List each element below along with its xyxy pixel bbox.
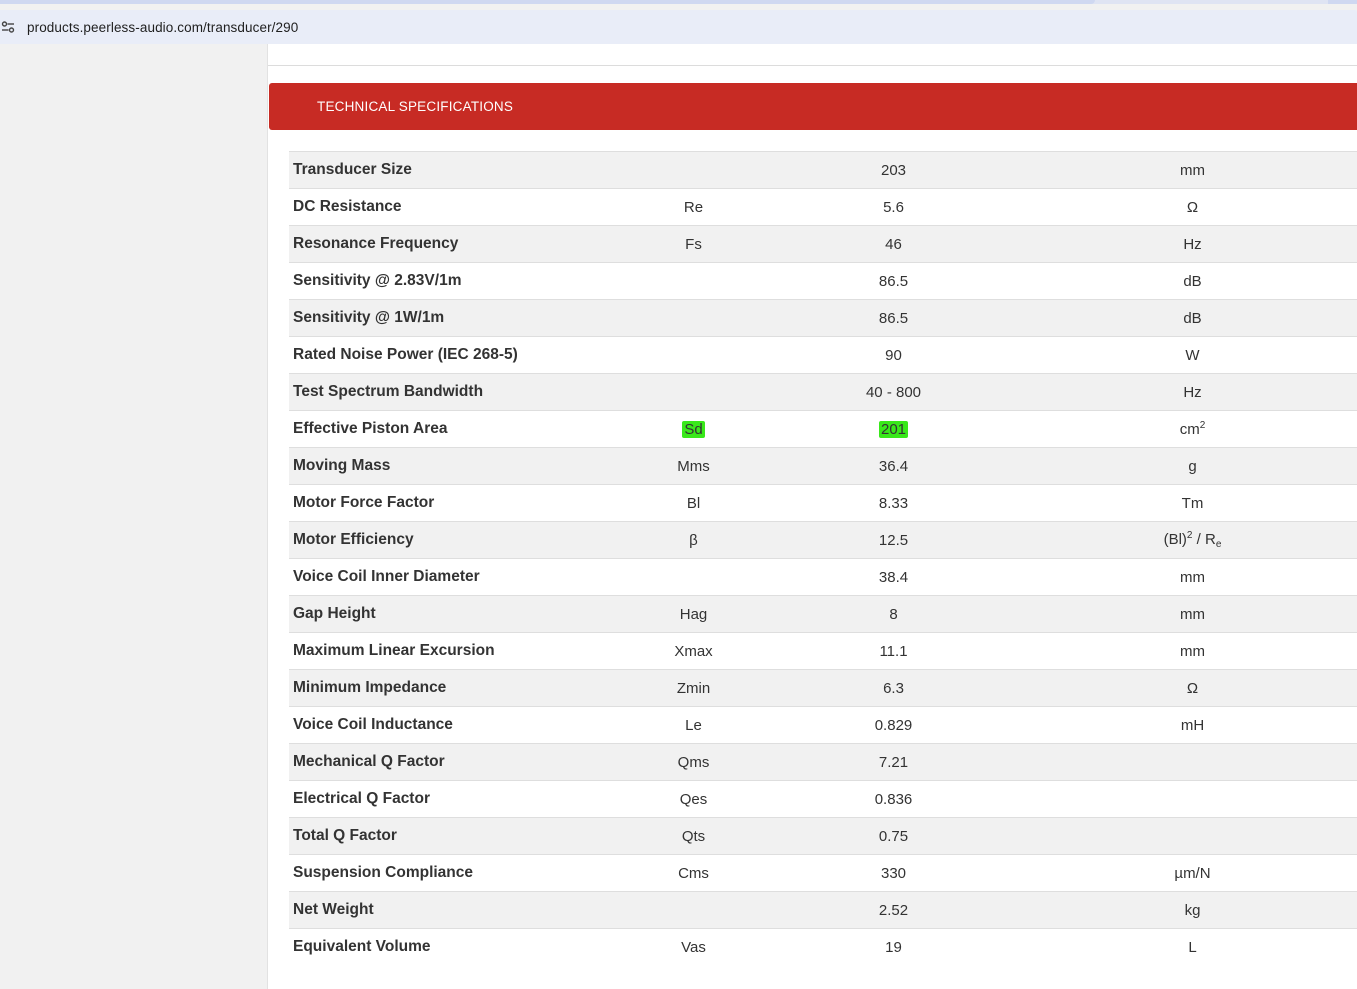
spec-name: Rated Noise Power (IEC 268-5)	[289, 337, 627, 374]
spec-unit-text: Tm	[1181, 494, 1204, 512]
spec-symbol	[627, 411, 760, 448]
spec-unit	[1027, 300, 1357, 337]
spec-unit	[1027, 189, 1357, 226]
spec-value-text: 201	[880, 420, 907, 438]
spec-symbol	[627, 744, 760, 781]
table-row	[289, 633, 1357, 670]
spec-value	[760, 744, 1027, 781]
spec-unit	[1027, 263, 1357, 300]
spec-unit-text: dB	[1183, 309, 1202, 327]
spec-unit-superscript: 2	[1186, 530, 1193, 541]
spec-name: Gap Height	[289, 596, 627, 633]
spec-value	[760, 374, 1027, 411]
spec-symbol-text: Fs	[685, 235, 702, 253]
spec-symbol-text: Zmin	[676, 679, 711, 697]
spec-symbol-text: Cms	[678, 864, 709, 882]
spec-value-text: 7.21	[878, 753, 909, 771]
spec-name: Maximum Linear Excursion	[289, 633, 627, 670]
spec-value-text: 6.3	[883, 679, 904, 697]
spec-value-text: 2.52	[878, 901, 909, 919]
spec-symbol	[627, 300, 760, 337]
table-row	[289, 485, 1357, 522]
spec-value	[760, 189, 1027, 226]
table-row	[289, 707, 1357, 744]
spec-value	[760, 522, 1027, 559]
spec-unit-text: mm	[1180, 605, 1205, 623]
table-row	[289, 559, 1357, 596]
spec-unit	[1027, 781, 1357, 818]
spec-value	[760, 448, 1027, 485]
url-text[interactable]: products.peerless-audio.com/transducer/290	[27, 19, 299, 35]
main-content	[267, 44, 1357, 989]
spec-name: Net Weight	[289, 892, 627, 929]
spec-unit	[1027, 485, 1357, 522]
table-row	[289, 226, 1357, 263]
spec-name: Equivalent Volume	[289, 929, 627, 966]
spec-value-text: 46	[885, 235, 902, 253]
spec-value	[760, 263, 1027, 300]
spec-unit-text: Hz	[1183, 383, 1202, 401]
spec-symbol	[627, 337, 760, 374]
table-row	[289, 892, 1357, 929]
table-row	[289, 596, 1357, 633]
spec-symbol-text: Qes	[679, 790, 708, 808]
spec-symbol	[627, 707, 760, 744]
table-row	[289, 781, 1357, 818]
spec-unit-text: mm	[1180, 642, 1205, 660]
table-row	[289, 152, 1357, 189]
table-row	[289, 818, 1357, 855]
spec-value-text: 36.4	[878, 457, 909, 475]
spec-unit	[1027, 448, 1357, 485]
spec-unit	[1027, 374, 1357, 411]
spec-unit-text: µm/N	[1174, 864, 1211, 882]
spec-unit-text: Ω	[1186, 198, 1199, 216]
spec-unit-text: / R	[1192, 531, 1216, 548]
spec-symbol	[627, 189, 760, 226]
spec-value	[760, 929, 1027, 966]
spec-value-text: 8	[889, 605, 898, 623]
spec-unit-superscript: 2	[1199, 420, 1206, 431]
spec-symbol	[627, 818, 760, 855]
spec-symbol	[627, 633, 760, 670]
spec-unit	[1027, 152, 1357, 189]
spec-name: Transducer Size	[289, 152, 627, 189]
spec-name: Electrical Q Factor	[289, 781, 627, 818]
spec-symbol	[627, 374, 760, 411]
table-row	[289, 744, 1357, 781]
spec-unit	[1027, 818, 1357, 855]
table-row	[289, 670, 1357, 707]
spec-value	[760, 559, 1027, 596]
spec-name: Motor Force Factor	[289, 485, 627, 522]
table-row	[289, 929, 1357, 966]
spec-symbol-text: Sd	[684, 420, 703, 438]
divider	[268, 65, 1357, 66]
spec-unit-text: mm	[1180, 161, 1205, 179]
spec-name: Suspension Compliance	[289, 855, 627, 892]
spec-unit-text: Hz	[1183, 235, 1202, 253]
spec-value-text: 203	[880, 161, 907, 179]
spec-name: Mechanical Q Factor	[289, 744, 627, 781]
spec-unit-text: dB	[1183, 272, 1202, 290]
spec-value	[760, 226, 1027, 263]
spec-unit	[1027, 596, 1357, 633]
spec-name: Voice Coil Inner Diameter	[289, 559, 627, 596]
spec-symbol-text: Hag	[679, 605, 708, 623]
table-row	[289, 855, 1357, 892]
spec-symbol-text: Qts	[681, 827, 706, 845]
table-row	[289, 263, 1357, 300]
spec-table	[289, 151, 1357, 966]
spec-unit	[1027, 892, 1357, 929]
table-row	[289, 189, 1357, 226]
spec-symbol-text: β	[689, 531, 698, 549]
spec-value-text: 38.4	[878, 568, 909, 586]
spec-value-text: 11.1	[879, 642, 908, 660]
spec-value-text: 86.5	[878, 272, 909, 290]
spec-unit-text: g	[1188, 457, 1197, 475]
address-bar[interactable]	[0, 10, 1357, 44]
spec-unit	[1027, 633, 1357, 670]
spec-value	[760, 892, 1027, 929]
spec-symbol	[627, 485, 760, 522]
spec-value-text: 0.829	[874, 716, 913, 734]
spec-value-text: 8.33	[878, 494, 909, 512]
spec-value-text: 90	[885, 346, 902, 364]
spec-value	[760, 300, 1027, 337]
spec-unit-text: kg	[1184, 901, 1201, 919]
spec-unit	[1027, 855, 1357, 892]
spec-unit	[1027, 522, 1357, 559]
table-row	[289, 448, 1357, 485]
spec-unit-text: (Bl)	[1163, 531, 1187, 548]
spec-unit-text: mm	[1180, 568, 1205, 586]
spec-unit-text: Ω	[1186, 679, 1199, 697]
spec-value-text: 0.75	[878, 827, 909, 845]
spec-name: Effective Piston Area	[289, 411, 627, 448]
spec-symbol-text: Qms	[677, 753, 710, 771]
spec-symbol	[627, 448, 760, 485]
spec-value-text: 0.836	[874, 790, 913, 808]
spec-symbol	[627, 559, 760, 596]
spec-symbol	[627, 596, 760, 633]
spec-symbol-text: Xmax	[674, 642, 713, 660]
spec-value	[760, 818, 1027, 855]
spec-name: Resonance Frequency	[289, 226, 627, 263]
spec-symbol	[627, 670, 760, 707]
spec-symbol-text: Mms	[677, 457, 710, 475]
spec-name: Sensitivity @ 1W/1m	[289, 300, 627, 337]
spec-name: Sensitivity @ 2.83V/1m	[289, 263, 627, 300]
spec-value	[760, 633, 1027, 670]
table-row	[289, 411, 1357, 448]
active-tab[interactable]	[0, 0, 1095, 4]
tune-icon[interactable]	[1, 20, 15, 34]
spec-unit-text: W	[1185, 346, 1200, 364]
spec-value-text: 86.5	[878, 309, 909, 327]
spec-unit	[1027, 929, 1357, 966]
spec-value	[760, 670, 1027, 707]
spec-value-text: 330	[880, 864, 907, 882]
spec-value	[760, 707, 1027, 744]
spec-value	[760, 596, 1027, 633]
spec-section-header	[269, 83, 1357, 130]
spec-name: Motor Efficiency	[289, 522, 627, 559]
spec-value-text: 5.6	[883, 198, 904, 216]
spec-symbol-text: Le	[685, 716, 702, 734]
spec-unit-text: L	[1188, 938, 1197, 956]
tab-strip	[0, 0, 1357, 4]
table-row	[289, 522, 1357, 559]
spec-value	[760, 337, 1027, 374]
table-row	[289, 300, 1357, 337]
spec-symbol	[627, 226, 760, 263]
spec-value-text: 19	[885, 938, 902, 956]
spec-symbol-text: Vas	[681, 938, 706, 956]
spec-unit-text: mH	[1180, 716, 1205, 734]
table-row	[289, 337, 1357, 374]
spec-symbol-text: Bl	[686, 494, 701, 512]
new-tab-area[interactable]	[1328, 0, 1357, 4]
spec-symbol	[627, 892, 760, 929]
page-viewport	[0, 44, 1357, 989]
spec-unit	[1027, 670, 1357, 707]
spec-value	[760, 485, 1027, 522]
spec-name: Total Q Factor	[289, 818, 627, 855]
spec-unit	[1027, 226, 1357, 263]
spec-name: Test Spectrum Bandwidth	[289, 374, 627, 411]
spec-symbol	[627, 152, 760, 189]
spec-value	[760, 781, 1027, 818]
spec-unit-text: cm	[1179, 421, 1200, 438]
spec-name: DC Resistance	[289, 189, 627, 226]
spec-name: Minimum Impedance	[289, 670, 627, 707]
table-row	[289, 374, 1357, 411]
spec-name: Moving Mass	[289, 448, 627, 485]
spec-name: Voice Coil Inductance	[289, 707, 627, 744]
spec-symbol	[627, 929, 760, 966]
spec-symbol-text: Re	[683, 198, 704, 216]
spec-symbol	[627, 263, 760, 300]
spec-unit	[1027, 744, 1357, 781]
spec-symbol	[627, 522, 760, 559]
spec-value-text: 40 - 800	[865, 383, 922, 401]
spec-section-title: TECHNICAL SPECIFICATIONS	[317, 99, 514, 114]
spec-unit	[1027, 337, 1357, 374]
spec-unit-subscript: e	[1215, 539, 1222, 550]
spec-symbol	[627, 781, 760, 818]
spec-value	[760, 411, 1027, 448]
spec-unit	[1027, 707, 1357, 744]
spec-value	[760, 152, 1027, 189]
spec-unit	[1027, 411, 1357, 448]
spec-value	[760, 855, 1027, 892]
spec-symbol	[627, 855, 760, 892]
spec-value-text: 12.5	[878, 531, 909, 549]
spec-unit	[1027, 559, 1357, 596]
